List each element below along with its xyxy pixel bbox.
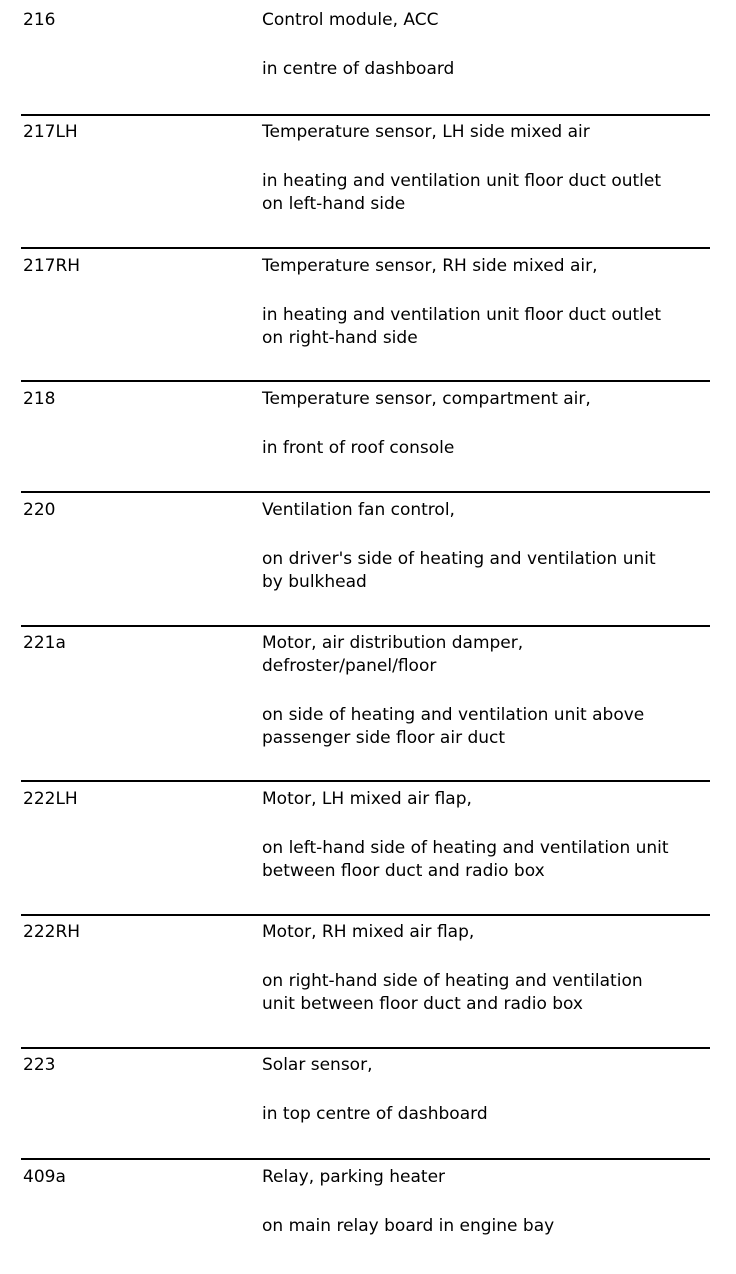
component-location: on left-hand side of heating and ventilation unit between floor duct and radio box [262,838,669,881]
row-divider [21,491,710,493]
component-title: Relay, parking heater [262,1167,446,1187]
component-code: 217RH [23,256,81,276]
component-title: Temperature sensor, RH side mixed air, [262,256,598,276]
row-divider [21,1158,710,1160]
component-code: 218 [23,389,56,409]
component-location: on right-hand side of heating and ventilation unit between floor duct and radio box [262,971,643,1014]
component-location: in centre of dashboard [262,59,455,79]
component-code: 223 [23,1055,56,1075]
component-title: Ventilation fan control, [262,500,455,520]
component-title: Temperature sensor, LH side mixed air [262,122,590,142]
component-location: on driver's side of heating and ventilation unit by bulkhead [262,549,656,592]
component-title: Motor, air distribution damper, defroster/panel/floor [262,633,524,676]
component-code: 222LH [23,789,78,809]
component-title: Motor, LH mixed air flap, [262,789,472,809]
component-location: in heating and ventilation unit floor duct outlet on right-hand side [262,305,662,348]
component-location: on side of heating and ventilation unit above passenger side floor air duct [262,705,645,748]
row-divider [21,914,710,916]
component-code: 216 [23,10,56,30]
component-location: in front of roof console [262,438,455,458]
row-divider [21,1047,710,1049]
component-location: in heating and ventilation unit floor duct outlet on left-hand side [262,171,662,214]
row-divider [21,780,710,782]
component-code: 220 [23,500,56,520]
component-code: 221a [23,633,66,653]
component-location: in top centre of dashboard [262,1104,488,1124]
component-code: 217LH [23,122,78,142]
component-code: 409a [23,1167,66,1187]
component-code: 222RH [23,922,81,942]
component-title: Temperature sensor, compartment air, [262,389,591,409]
component-location: on main relay board in engine bay [262,1216,555,1236]
component-title: Motor, RH mixed air flap, [262,922,475,942]
row-divider [21,114,710,116]
row-divider [21,247,710,249]
row-divider [21,625,710,627]
component-title: Solar sensor, [262,1055,373,1075]
row-divider [21,380,710,382]
component-title: Control module, ACC [262,10,439,30]
